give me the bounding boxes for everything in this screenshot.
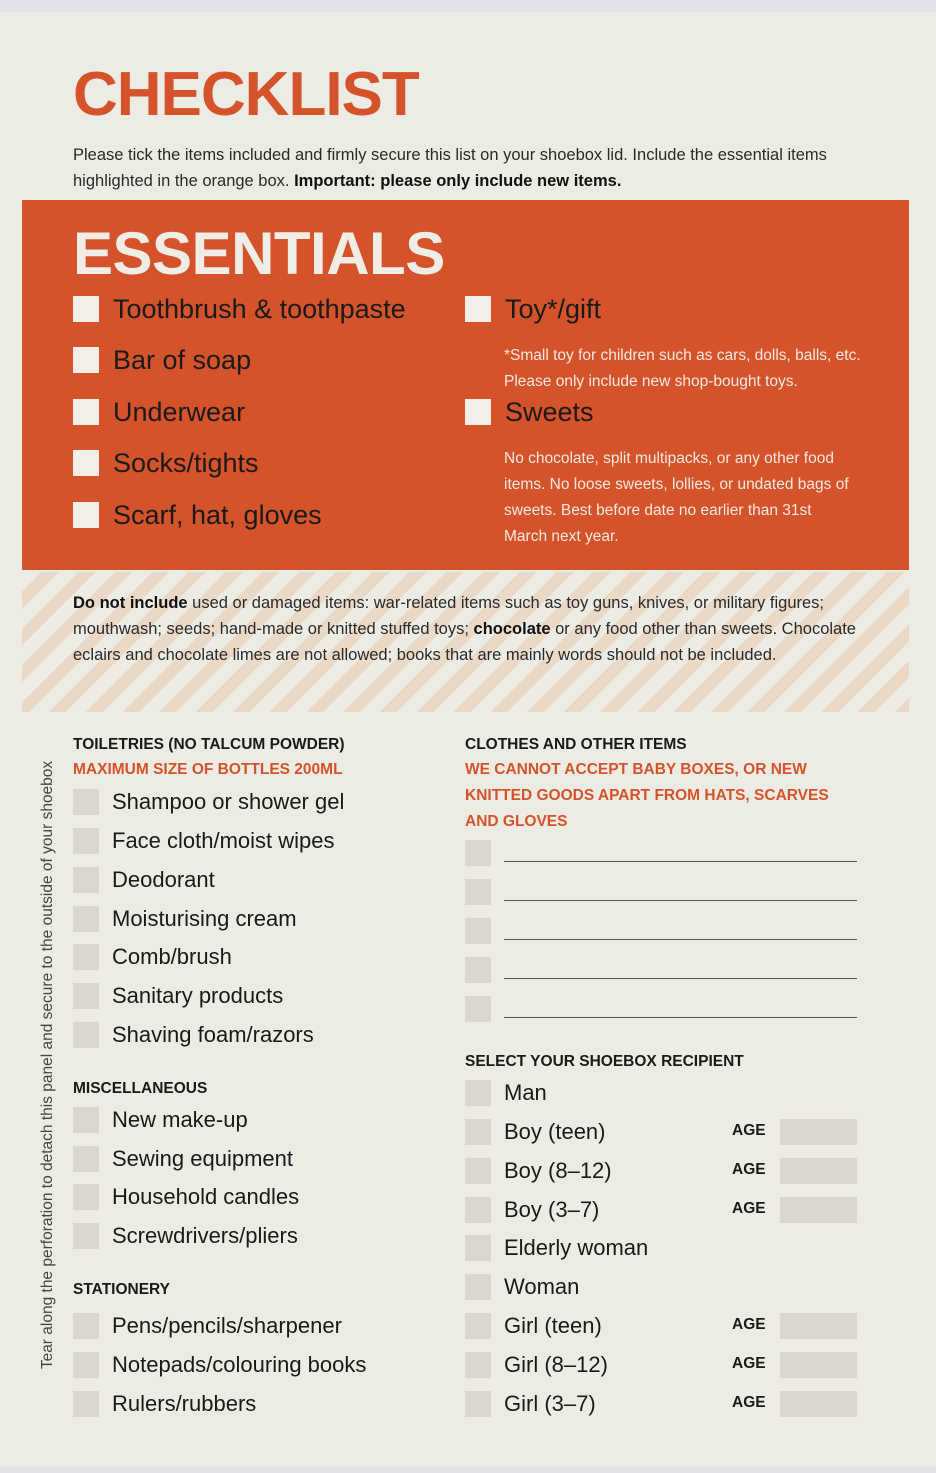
option-label: Boy (3–7)	[504, 1197, 600, 1222]
age-label: AGE	[732, 1122, 766, 1139]
age-input[interactable]	[780, 1391, 857, 1417]
item-label: Moisturising cream	[112, 906, 297, 931]
option-label: Girl (8–12)	[504, 1352, 608, 1377]
option-label: Man	[504, 1080, 547, 1105]
item-label: Household candles	[112, 1184, 300, 1209]
perforation-note: Tear along the perforation to detach this panel and secure to the outside of your shoebox	[39, 760, 56, 1370]
essential-label: Scarf, hat, gloves	[113, 500, 322, 530]
write-in-row[interactable]	[465, 839, 857, 867]
chocolate-bold: chocolate	[473, 620, 551, 638]
do-not-include-panel	[22, 572, 909, 712]
toiletries-subheading: MAXIMUM SIZE OF BOTTLES 200ML	[73, 761, 343, 778]
clothes-subheading: WE CANNOT ACCEPT BABY BOXES, OR NEW KNITTED GOODS APART FROM HATS, SCARVES AND GLOVES	[465, 761, 829, 830]
checkbox[interactable]	[73, 1313, 99, 1339]
option-label: Boy (8–12)	[504, 1158, 612, 1183]
checkbox[interactable]	[73, 828, 99, 854]
checkbox[interactable]	[465, 1119, 491, 1145]
write-in-line[interactable]	[504, 978, 857, 979]
checkbox[interactable]	[73, 347, 99, 373]
checkbox[interactable]	[73, 450, 99, 476]
essential-label: Underwear	[113, 397, 246, 427]
checkbox[interactable]	[465, 996, 491, 1022]
bottom-border	[0, 1467, 936, 1473]
checkbox[interactable]	[465, 1080, 491, 1106]
essential-label: Bar of soap	[113, 345, 252, 375]
checkbox[interactable]	[73, 1223, 99, 1249]
write-in-row[interactable]	[465, 995, 857, 1023]
checkbox[interactable]	[73, 944, 99, 970]
do-not-include-body: used or damaged items: war-related items such as toy guns, knives, or military figures; mouthwash; seeds; hand-made or knitted stuffed toys;	[73, 594, 825, 638]
top-border	[0, 0, 936, 12]
toiletries-heading: TOILETRIES (NO TALCUM POWDER)	[73, 736, 345, 753]
option-label: Girl (teen)	[504, 1313, 602, 1338]
clothes-heading: CLOTHES AND OTHER ITEMS	[465, 736, 687, 753]
checkbox[interactable]	[465, 1391, 491, 1417]
checkbox[interactable]	[465, 1197, 491, 1223]
item-label: Face cloth/moist wipes	[112, 828, 335, 853]
checkbox[interactable]	[73, 502, 99, 528]
age-input[interactable]	[780, 1197, 857, 1223]
recipient-option[interactable]	[465, 1273, 857, 1301]
miscellaneous-heading: MISCELLANEOUS	[73, 1080, 208, 1097]
item-label: Screwdrivers/pliers	[112, 1223, 298, 1248]
age-input[interactable]	[780, 1313, 857, 1339]
checkbox[interactable]	[465, 1274, 491, 1300]
item-label: New make-up	[112, 1107, 248, 1132]
item-label: Sewing equipment	[112, 1146, 294, 1171]
item-label: Shampoo or shower gel	[112, 789, 345, 814]
checkbox[interactable]	[73, 1184, 99, 1210]
checkbox[interactable]	[465, 957, 491, 983]
age-label: AGE	[732, 1394, 766, 1411]
checkbox[interactable]	[465, 879, 491, 905]
age-label: AGE	[732, 1316, 766, 1333]
option-label: Elderly woman	[504, 1235, 649, 1260]
checkbox[interactable]	[465, 399, 491, 425]
stationery-heading: STATIONERY	[73, 1281, 171, 1298]
intro-body: Please tick the items included and firmly secure this list on your shoebox lid. Include the essential items highlighted in the orange box.	[73, 146, 827, 190]
checkbox[interactable]	[73, 983, 99, 1009]
essential-label: Sweets	[505, 397, 594, 427]
intro-text	[73, 142, 863, 194]
checkbox[interactable]	[73, 399, 99, 425]
age-label: AGE	[732, 1161, 766, 1178]
essential-label: Toothbrush & toothpaste	[113, 294, 406, 324]
recipient-option[interactable]	[465, 1196, 857, 1224]
recipient-option[interactable]	[465, 1079, 857, 1107]
write-in-row[interactable]	[465, 956, 857, 984]
checkbox[interactable]	[73, 1146, 99, 1172]
recipient-option[interactable]	[465, 1157, 857, 1185]
checkbox[interactable]	[73, 906, 99, 932]
page-title: CHECKLIST	[73, 60, 419, 129]
essential-label: Toy*/gift	[505, 294, 602, 324]
item-label: Pens/pencils/sharpener	[112, 1313, 342, 1338]
do-not-include-bold: Do not include	[73, 594, 188, 612]
checkbox[interactable]	[465, 1313, 491, 1339]
age-input[interactable]	[780, 1352, 857, 1378]
sweets-note: No chocolate, split multipacks, or any other food items. No loose sweets, lollies, or undated bags of sweets. Best before date no earlier than 31st March next year.	[504, 450, 849, 545]
item-label: Sanitary products	[112, 983, 284, 1008]
recipient-option[interactable]	[465, 1390, 857, 1418]
checkbox[interactable]	[465, 1235, 491, 1261]
checkbox[interactable]	[465, 840, 491, 866]
checkbox[interactable]	[73, 1107, 99, 1133]
item-label: Comb/brush	[112, 944, 232, 969]
checkbox[interactable]	[73, 1391, 99, 1417]
option-label: Boy (teen)	[504, 1119, 606, 1144]
checkbox[interactable]	[465, 1158, 491, 1184]
item-label: Rulers/rubbers	[112, 1391, 257, 1416]
intro-important: Important: please only include new items.	[294, 172, 622, 190]
recipient-heading: SELECT YOUR SHOEBOX RECIPIENT	[465, 1053, 744, 1070]
write-in-line[interactable]	[504, 900, 857, 901]
write-in-line[interactable]	[504, 861, 857, 862]
checklist-page	[0, 12, 936, 1467]
write-in-row[interactable]	[465, 917, 857, 945]
write-in-row[interactable]	[465, 878, 857, 906]
checkbox[interactable]	[465, 1352, 491, 1378]
write-in-line[interactable]	[504, 939, 857, 940]
age-input[interactable]	[780, 1119, 857, 1145]
checkbox[interactable]	[73, 296, 99, 322]
item-label: Notepads/colouring books	[112, 1352, 367, 1377]
checkbox[interactable]	[465, 296, 491, 322]
essentials-box	[22, 200, 909, 570]
checkbox[interactable]	[73, 1352, 99, 1378]
essentials-title: ESSENTIALS	[73, 220, 445, 287]
write-in-line[interactable]	[504, 1017, 857, 1018]
option-label: Girl (3–7)	[504, 1391, 596, 1416]
option-label: Woman	[504, 1274, 580, 1299]
age-input[interactable]	[780, 1158, 857, 1184]
age-label: AGE	[732, 1200, 766, 1217]
recipient-option[interactable]	[465, 1118, 857, 1146]
do-not-include-body: or any food other than sweets. Chocolate eclairs and chocolate limes are not allowed; books that are mainly words should not be included.	[73, 620, 856, 664]
item-label: Deodorant	[112, 867, 215, 892]
checkbox[interactable]	[73, 789, 99, 815]
essential-label: Socks/tights	[113, 448, 259, 478]
recipient-option[interactable]	[465, 1234, 857, 1262]
checkbox[interactable]	[465, 918, 491, 944]
toy-note: *Small toy for children such as cars, dolls, balls, etc. Please only include new shop-bought toys.	[504, 347, 861, 390]
recipient-option[interactable]	[465, 1312, 857, 1340]
checkbox[interactable]	[73, 1022, 99, 1048]
item-label: Shaving foam/razors	[112, 1022, 314, 1047]
recipient-option[interactable]	[465, 1351, 857, 1379]
do-not-include-text	[73, 590, 863, 668]
age-label: AGE	[732, 1355, 766, 1372]
checkbox[interactable]	[73, 867, 99, 893]
